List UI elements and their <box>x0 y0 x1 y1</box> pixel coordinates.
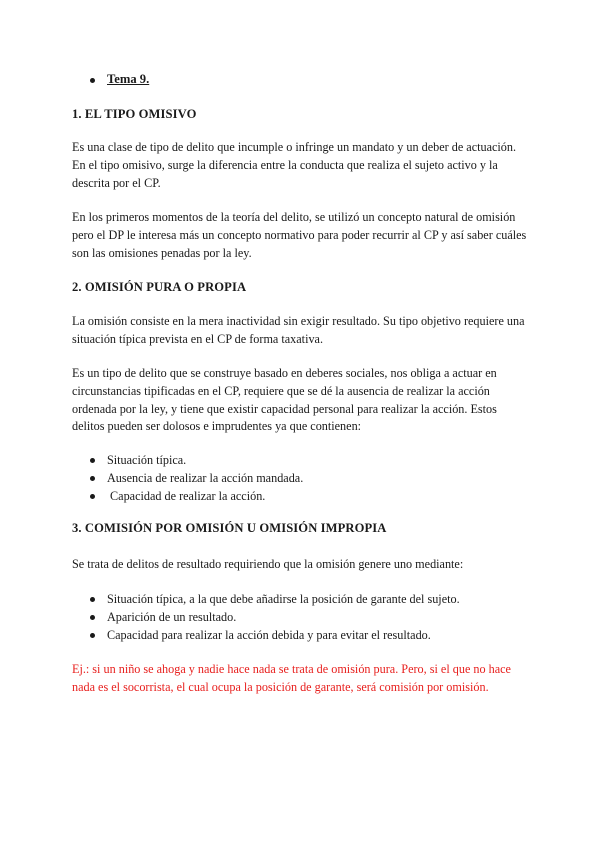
section-2-heading: 2. OMISIÓN PURA O PROPIA <box>72 280 247 294</box>
bullet-icon <box>90 597 95 602</box>
list-item-text: Capacidad para realizar la acción debida y para evitar el resultado. <box>107 627 431 642</box>
section-3-paragraph-1: Se trata de delitos de resultado requiriendo que la omisión genere uno mediante: <box>72 557 464 571</box>
bullet-icon <box>90 458 95 463</box>
list-item <box>90 470 540 488</box>
list-item-text: Aparición de un resultado. <box>107 609 237 624</box>
list-item <box>90 627 540 645</box>
section-2-bullet-list <box>90 452 540 505</box>
bullet-icon <box>90 633 95 638</box>
topic-bullet <box>90 72 149 87</box>
list-item <box>90 488 540 506</box>
list-item <box>90 452 540 470</box>
list-item <box>90 609 540 627</box>
bullet-icon <box>90 494 95 499</box>
example-paragraph: Ej.: si un niño se ahoga y nadie hace nada se trata de omisión pura. Pero, si el que no hace nada es el socorrista, el cual ocupa la posición de garante, será comisión por omisión. <box>72 662 511 694</box>
section-1-heading: 1. EL TIPO OMISIVO <box>72 107 197 121</box>
bullet-icon <box>90 615 95 620</box>
bullet-icon <box>90 476 95 481</box>
section-1-paragraph-1: Es una clase de tipo de delito que incumple o infringe un mandato y un deber de actuación. En el tipo omisivo, surge la diferencia entre la conducta que realiza el sujeto activo y la descrita por el CP. <box>72 140 517 190</box>
list-item-text: Ausencia de realizar la acción mandada. <box>107 470 304 485</box>
section-1-paragraph-2: En los primeros momentos de la teoría del delito, se utilizó un concepto natural de omisión pero el DP le interesa más un concepto normativo para poder recurrir al CP y así saber cuáles son las omisiones penadas por la ley. <box>72 210 527 260</box>
section-2-paragraph-1: La omisión consiste en la mera inactividad sin exigir resultado. Su tipo objetivo requiere una situación típica prevista en el CP de forma taxativa. <box>72 314 525 346</box>
list-item-text: Situación típica, a la que debe añadirse la posición de garante del sujeto. <box>107 592 460 606</box>
topic-title: Tema 9. <box>107 72 150 86</box>
section-3-heading: 3. COMISIÓN POR OMISIÓN U OMISIÓN IMPROPIA <box>72 521 387 535</box>
bullet-icon <box>90 78 95 83</box>
list-item-text: Situación típica. <box>107 453 187 467</box>
section-3-bullet-list <box>90 591 540 644</box>
section-2-paragraph-2: Es un tipo de delito que se construye basado en deberes sociales, nos obliga a actuar en circunstancias tipificadas en el CP, requiere que se dé la ausencia de realizar la acción ordenada por la ley, y tiene que existir capacidad personal para realizar la acción. Estos delitos pueden ser dolosos e imprudentes ya que contienen: <box>72 366 497 434</box>
list-item-text: Capacidad de realizar la acción. <box>107 488 266 503</box>
list-item <box>90 591 540 609</box>
